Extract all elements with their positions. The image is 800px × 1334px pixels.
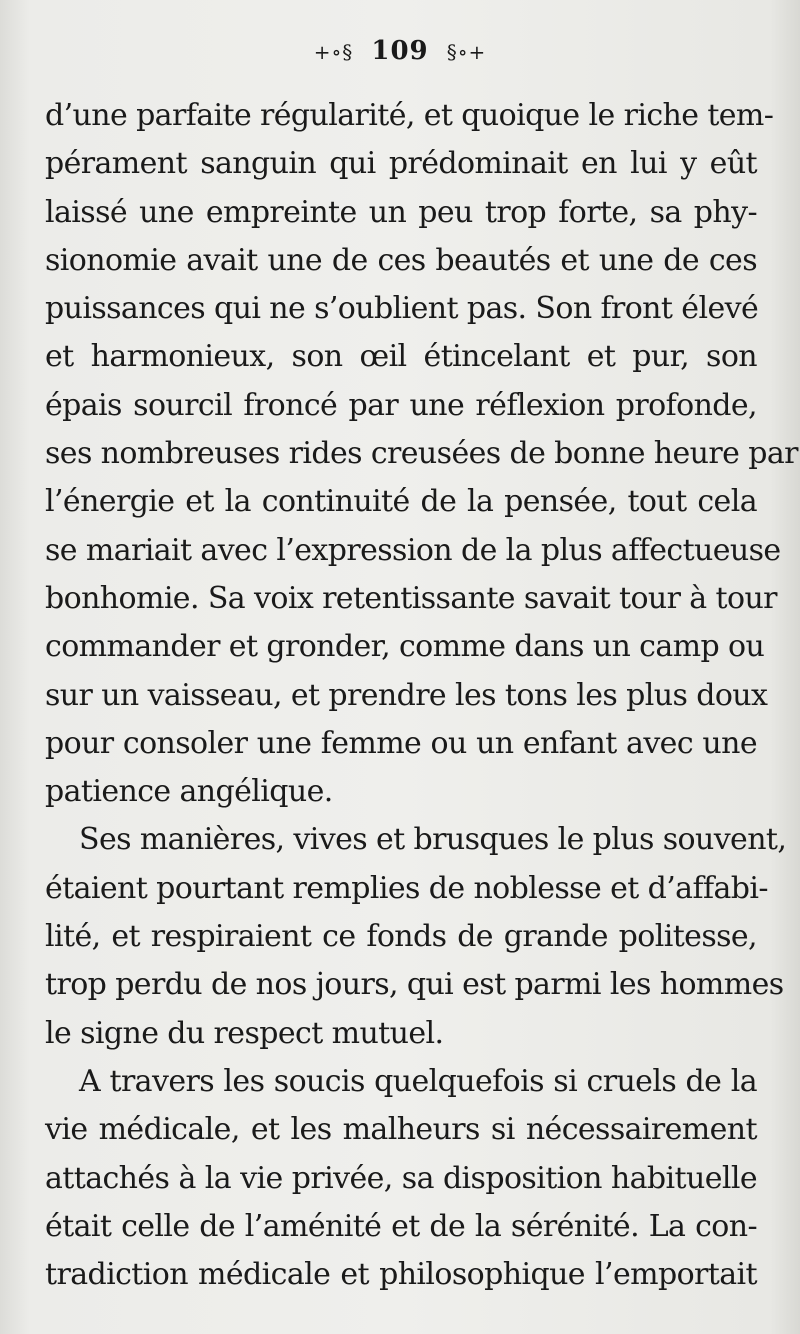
text-line: sur un vaisseau, et prendre les tons les plus doux [45, 677, 768, 713]
paragraph-start-line: Ses manières, vives et brusques le plus souvent, [79, 822, 787, 858]
text-line: commander et gronder, comme dans un camp ou [45, 629, 765, 665]
text-line: d’une parfaite régularité, et quoique le riche tem- [45, 98, 774, 133]
page-header [0, 36, 800, 66]
page-number: 109 [371, 36, 429, 66]
paragraph-end-line: patience angélique. [45, 774, 333, 810]
paragraph-end-line: le signe du respect mutuel. [45, 1015, 444, 1051]
text-line: tradiction médicale et philosophique l’emportait [45, 1257, 757, 1293]
text-line: pour consoler une femme ou un enfant avec une [45, 725, 757, 761]
text-line: ses nombreuses rides creusées de bonne heure par [45, 436, 798, 472]
text-line: vie médicale, et les malheurs si nécessairement [45, 1112, 757, 1148]
text-line: et harmonieux, son œil étincelant et pur, son [45, 339, 757, 375]
text-line: sionomie avait une de ces beautés et une de ces [45, 242, 757, 278]
paragraph-start-line: A travers les soucis quelquefois si cruels de la [79, 1063, 757, 1099]
page-body-text [45, 92, 798, 1299]
text-line: épais sourcil froncé par une réflexion profonde, [45, 387, 757, 423]
text-line: étaient pourtant remplies de noblesse et d’affabi- [45, 870, 768, 906]
text-line: trop perdu de nos jours, qui est parmi les hommes [45, 967, 784, 1003]
text-line: laissé une empreinte un peu trop forte, sa phy- [45, 194, 757, 230]
left-ornament: +∘§ [313, 40, 354, 64]
right-ornament: §∘+ [446, 40, 487, 64]
text-line: bonhomie. Sa voix retentissante savait tour à tour [45, 580, 777, 616]
text-line: puissances qui ne s’oublient pas. Son front élevé [45, 291, 759, 327]
text-line: lité, et respiraient ce fonds de grande politesse, [45, 919, 757, 955]
text-line: attachés à la vie privée, sa disposition habituelle [45, 1160, 757, 1196]
text-line: était celle de l’aménité et de la sérénité. La con- [45, 1208, 757, 1244]
text-line: l’énergie et la continuité de la pensée, tout cela [45, 484, 757, 520]
text-line: se mariait avec l’expression de la plus affectueuse [45, 532, 781, 568]
text-line: pérament sanguin qui prédominait en lui y eût [45, 146, 757, 182]
